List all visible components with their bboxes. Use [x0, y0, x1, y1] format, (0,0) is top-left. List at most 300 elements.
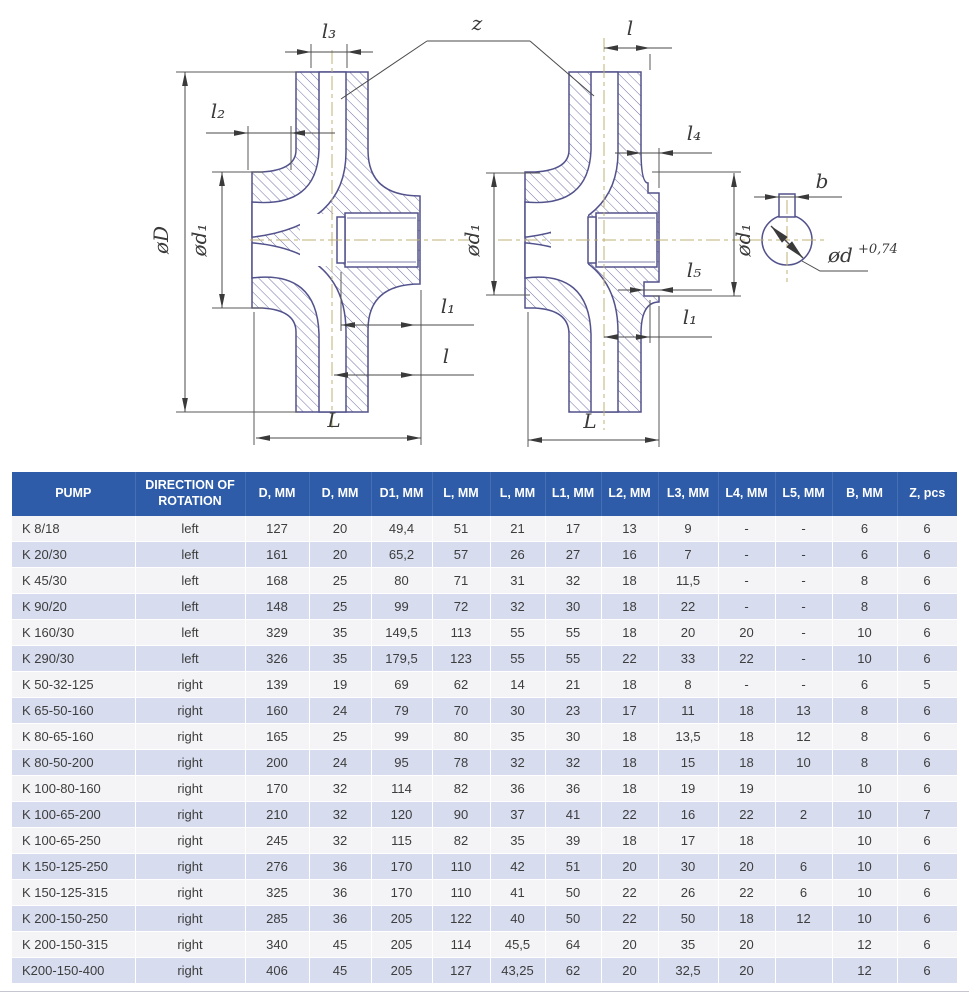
value-cell: 50: [658, 906, 718, 932]
table-row: [12, 854, 957, 880]
value-cell: 36: [309, 906, 371, 932]
value-cell: 170: [371, 880, 432, 906]
value-cell: 9: [658, 516, 718, 542]
value-cell: 32: [545, 568, 601, 594]
value-cell: 6: [897, 620, 957, 646]
value-cell: 20: [718, 932, 775, 958]
col-header-b: B, MM: [832, 472, 897, 516]
dim-label-L-left: L: [327, 408, 341, 432]
value-cell: 113: [432, 620, 490, 646]
value-cell: 51: [432, 516, 490, 542]
value-cell: 127: [432, 958, 490, 984]
left-impeller-section: [252, 72, 420, 412]
impeller-drawing-svg: [0, 0, 969, 468]
value-cell: 32: [309, 776, 371, 802]
value-cell: left: [135, 594, 245, 620]
value-cell: 40: [490, 906, 545, 932]
value-cell: 32: [490, 594, 545, 620]
value-cell: 18: [718, 750, 775, 776]
value-cell: 20: [601, 932, 658, 958]
value-cell: 18: [718, 906, 775, 932]
value-cell: 16: [601, 542, 658, 568]
value-cell: 22: [718, 646, 775, 672]
dim-label-l1-left: l₁: [440, 294, 456, 318]
value-cell: 78: [432, 750, 490, 776]
value-cell: 205: [371, 932, 432, 958]
value-cell: -: [775, 542, 832, 568]
value-cell: 30: [545, 724, 601, 750]
value-cell: 14: [490, 672, 545, 698]
value-cell: 6: [897, 516, 957, 542]
value-cell: 10: [832, 802, 897, 828]
dim-label-l-left: l: [442, 344, 450, 368]
value-cell: 26: [490, 542, 545, 568]
dim-label-l1-right: l₁: [682, 305, 698, 329]
value-cell: right: [135, 932, 245, 958]
table-row: [12, 880, 957, 906]
value-cell: 6: [897, 932, 957, 958]
dim-label-phiD: øD: [149, 225, 173, 255]
dim-label-l4: l₄: [686, 121, 702, 145]
table-row: [12, 620, 957, 646]
dim-label-l3: l₃: [321, 19, 337, 43]
value-cell: 36: [309, 854, 371, 880]
value-cell: 19: [658, 776, 718, 802]
value-cell: 245: [245, 828, 309, 854]
value-cell: 7: [897, 802, 957, 828]
value-cell: 39: [545, 828, 601, 854]
value-cell: 22: [658, 594, 718, 620]
value-cell: 32: [309, 802, 371, 828]
value-cell: 406: [245, 958, 309, 984]
value-cell: 36: [490, 776, 545, 802]
value-cell: 62: [545, 958, 601, 984]
value-cell: 18: [601, 724, 658, 750]
value-cell: 24: [309, 698, 371, 724]
value-cell: right: [135, 802, 245, 828]
value-cell: -: [718, 594, 775, 620]
table-body: [12, 516, 957, 984]
value-cell: 55: [545, 620, 601, 646]
pump-name-cell: K200-150-400: [12, 958, 135, 984]
value-cell: 205: [371, 958, 432, 984]
value-cell: 50: [545, 906, 601, 932]
value-cell: 6: [897, 750, 957, 776]
technical-drawing: [0, 0, 969, 468]
value-cell: 95: [371, 750, 432, 776]
value-cell: 57: [432, 542, 490, 568]
value-cell: 115: [371, 828, 432, 854]
value-cell: 8: [832, 698, 897, 724]
value-cell: -: [775, 620, 832, 646]
value-cell: 65,2: [371, 542, 432, 568]
value-cell: 18: [718, 698, 775, 724]
value-cell: 149,5: [371, 620, 432, 646]
dim-label-l2: l₂: [210, 99, 226, 123]
value-cell: 22: [601, 906, 658, 932]
value-cell: 51: [545, 854, 601, 880]
value-cell: right: [135, 906, 245, 932]
value-cell: 6: [832, 542, 897, 568]
value-cell: 179,5: [371, 646, 432, 672]
table-bottom-border: [0, 991, 969, 992]
value-cell: 99: [371, 594, 432, 620]
value-cell: 18: [601, 776, 658, 802]
dim-label-l-right: l: [626, 16, 634, 40]
value-cell: 285: [245, 906, 309, 932]
table-row: [12, 516, 957, 542]
value-cell: 55: [490, 646, 545, 672]
value-cell: 10: [832, 620, 897, 646]
pump-name-cell: K 80-65-160: [12, 724, 135, 750]
value-cell: 10: [832, 646, 897, 672]
value-cell: 33: [658, 646, 718, 672]
pump-name-cell: K 290/30: [12, 646, 135, 672]
value-cell: left: [135, 620, 245, 646]
value-cell: 35: [309, 646, 371, 672]
value-cell: 80: [432, 724, 490, 750]
value-cell: 20: [309, 516, 371, 542]
value-cell: 27: [545, 542, 601, 568]
value-cell: 13: [601, 516, 658, 542]
value-cell: 30: [490, 698, 545, 724]
value-cell: 6: [832, 516, 897, 542]
col-header-l2: L2, MM: [601, 472, 658, 516]
value-cell: 18: [718, 828, 775, 854]
value-cell: 30: [658, 854, 718, 880]
value-cell: 8: [832, 750, 897, 776]
value-cell: 210: [245, 802, 309, 828]
value-cell: right: [135, 828, 245, 854]
value-cell: 122: [432, 906, 490, 932]
pump-name-cell: K 160/30: [12, 620, 135, 646]
dim-label-phid1-rr: ød₁: [731, 223, 755, 257]
value-cell: 20: [309, 542, 371, 568]
value-cell: 22: [718, 880, 775, 906]
value-cell: 2: [775, 802, 832, 828]
value-cell: right: [135, 958, 245, 984]
value-cell: right: [135, 698, 245, 724]
value-cell: 6: [897, 646, 957, 672]
pump-name-cell: K 150-125-315: [12, 880, 135, 906]
value-cell: 22: [718, 802, 775, 828]
value-cell: left: [135, 568, 245, 594]
col-header-l-small: L, MM: [490, 472, 545, 516]
pump-name-cell: K 80-50-200: [12, 750, 135, 776]
value-cell: 25: [309, 568, 371, 594]
value-cell: 165: [245, 724, 309, 750]
table-row: [12, 568, 957, 594]
value-cell: 42: [490, 854, 545, 880]
value-cell: 200: [245, 750, 309, 776]
value-cell: -: [718, 542, 775, 568]
value-cell: 276: [245, 854, 309, 880]
value-cell: 23: [545, 698, 601, 724]
value-cell: 20: [601, 958, 658, 984]
table-row: [12, 906, 957, 932]
dim-label-L-right: L: [583, 409, 597, 433]
value-cell: 6: [897, 568, 957, 594]
value-cell: 22: [601, 802, 658, 828]
value-cell: 69: [371, 672, 432, 698]
pump-name-cell: K 20/30: [12, 542, 135, 568]
pump-name-cell: K 45/30: [12, 568, 135, 594]
table-row: [12, 724, 957, 750]
value-cell: 114: [371, 776, 432, 802]
table-row: [12, 750, 957, 776]
value-cell: -: [718, 672, 775, 698]
value-cell: 30: [545, 594, 601, 620]
value-cell: 45,5: [490, 932, 545, 958]
table-row: [12, 542, 957, 568]
value-cell: -: [718, 516, 775, 542]
value-cell: -: [775, 594, 832, 620]
value-cell: -: [775, 646, 832, 672]
pump-name-cell: K 8/18: [12, 516, 135, 542]
value-cell: 41: [545, 802, 601, 828]
value-cell: 123: [432, 646, 490, 672]
value-cell: 70: [432, 698, 490, 724]
value-cell: -: [775, 672, 832, 698]
value-cell: 12: [832, 932, 897, 958]
col-header-pump: PUMP: [12, 472, 135, 516]
value-cell: 72: [432, 594, 490, 620]
value-cell: 18: [601, 568, 658, 594]
value-cell: 329: [245, 620, 309, 646]
value-cell: 50: [545, 880, 601, 906]
value-cell: left: [135, 542, 245, 568]
value-cell: -: [718, 568, 775, 594]
value-cell: 8: [832, 594, 897, 620]
table-header: [12, 472, 957, 516]
pump-name-cell: K 100-80-160: [12, 776, 135, 802]
value-cell: 6: [897, 594, 957, 620]
table-row: [12, 802, 957, 828]
col-header-l1: L1, MM: [545, 472, 601, 516]
value-cell: 6: [775, 880, 832, 906]
value-cell: 110: [432, 854, 490, 880]
value-cell: 170: [245, 776, 309, 802]
table-row: [12, 646, 957, 672]
value-cell: 20: [601, 854, 658, 880]
value-cell: 10: [775, 750, 832, 776]
value-cell: 6: [897, 958, 957, 984]
value-cell: 31: [490, 568, 545, 594]
value-cell: left: [135, 646, 245, 672]
value-cell: 43,25: [490, 958, 545, 984]
value-cell: 18: [601, 828, 658, 854]
value-cell: 6: [897, 724, 957, 750]
value-cell: 17: [545, 516, 601, 542]
value-cell: 99: [371, 724, 432, 750]
value-cell: 160: [245, 698, 309, 724]
pump-dimensions-table: [12, 472, 958, 984]
value-cell: 32: [490, 750, 545, 776]
value-cell: 16: [658, 802, 718, 828]
value-cell: 18: [718, 724, 775, 750]
dim-label-phid1-left: ød₁: [187, 223, 211, 257]
value-cell: 20: [718, 854, 775, 880]
value-cell: 37: [490, 802, 545, 828]
value-cell: 10: [832, 776, 897, 802]
table-header-row: [12, 472, 957, 516]
value-cell: 326: [245, 646, 309, 672]
value-cell: 32: [309, 828, 371, 854]
value-cell: 12: [832, 958, 897, 984]
pump-name-cell: K 200-150-250: [12, 906, 135, 932]
value-cell: 110: [432, 880, 490, 906]
col-header-rotation: DIRECTION OF ROTATION: [135, 472, 245, 516]
value-cell: left: [135, 516, 245, 542]
value-cell: 18: [601, 672, 658, 698]
value-cell: 82: [432, 776, 490, 802]
col-header-L-big: L, MM: [432, 472, 490, 516]
value-cell: 139: [245, 672, 309, 698]
value-cell: 32,5: [658, 958, 718, 984]
col-header-d1: D1, MM: [371, 472, 432, 516]
value-cell: 340: [245, 932, 309, 958]
value-cell: 24: [309, 750, 371, 776]
pump-name-cell: K 100-65-200: [12, 802, 135, 828]
value-cell: 45: [309, 932, 371, 958]
value-cell: 35: [658, 932, 718, 958]
value-cell: 6: [832, 672, 897, 698]
value-cell: 6: [897, 880, 957, 906]
value-cell: 64: [545, 932, 601, 958]
value-cell: 10: [832, 906, 897, 932]
pump-name-cell: K 50-32-125: [12, 672, 135, 698]
table-row: [12, 594, 957, 620]
value-cell: 18: [601, 594, 658, 620]
value-cell: 10: [832, 828, 897, 854]
col-header-d-big: D, MM: [245, 472, 309, 516]
value-cell: 21: [490, 516, 545, 542]
value-cell: 55: [490, 620, 545, 646]
value-cell: 45: [309, 958, 371, 984]
value-cell: 36: [309, 880, 371, 906]
value-cell: 12: [775, 906, 832, 932]
value-cell: right: [135, 672, 245, 698]
value-cell: 170: [371, 854, 432, 880]
value-cell: 6: [897, 854, 957, 880]
value-cell: 5: [897, 672, 957, 698]
value-cell: 90: [432, 802, 490, 828]
value-cell: 49,4: [371, 516, 432, 542]
value-cell: 18: [601, 620, 658, 646]
value-cell: 20: [718, 620, 775, 646]
value-cell: 17: [658, 828, 718, 854]
value-cell: 6: [897, 542, 957, 568]
value-cell: 6: [897, 906, 957, 932]
value-cell: 120: [371, 802, 432, 828]
table-row: [12, 828, 957, 854]
dim-label-phid-tol: ød $^{+0,74}$: [828, 242, 898, 267]
value-cell: right: [135, 776, 245, 802]
value-cell: -: [775, 516, 832, 542]
pump-name-cell: K 90/20: [12, 594, 135, 620]
value-cell: 22: [601, 646, 658, 672]
value-cell: 36: [545, 776, 601, 802]
value-cell: 7: [658, 542, 718, 568]
value-cell: 11,5: [658, 568, 718, 594]
right-impeller-section: [525, 72, 659, 412]
value-cell: 79: [371, 698, 432, 724]
value-cell: 148: [245, 594, 309, 620]
value-cell: 6: [897, 828, 957, 854]
value-cell: 35: [490, 724, 545, 750]
value-cell: right: [135, 724, 245, 750]
value-cell: 161: [245, 542, 309, 568]
value-cell: 20: [658, 620, 718, 646]
value-cell: 18: [601, 750, 658, 776]
value-cell: 10: [832, 880, 897, 906]
table-row: [12, 672, 957, 698]
value-cell: [775, 958, 832, 984]
value-cell: 325: [245, 880, 309, 906]
value-cell: 25: [309, 594, 371, 620]
table-row: [12, 958, 957, 984]
dim-label-phid1-rl: ød₁: [460, 223, 484, 257]
value-cell: -: [775, 568, 832, 594]
value-cell: 13: [775, 698, 832, 724]
value-cell: 82: [432, 828, 490, 854]
value-cell: 168: [245, 568, 309, 594]
col-header-l5: L5, MM: [775, 472, 832, 516]
value-cell: 6: [775, 854, 832, 880]
value-cell: 6: [897, 776, 957, 802]
value-cell: 25: [309, 724, 371, 750]
table-row: [12, 698, 957, 724]
value-cell: 26: [658, 880, 718, 906]
value-cell: 22: [601, 880, 658, 906]
table-row: [12, 776, 957, 802]
value-cell: 15: [658, 750, 718, 776]
value-cell: 114: [432, 932, 490, 958]
value-cell: right: [135, 750, 245, 776]
value-cell: right: [135, 880, 245, 906]
table-row: [12, 932, 957, 958]
dim-label-l5: l₅: [686, 258, 702, 282]
col-header-d-shaft: D, MM: [309, 472, 371, 516]
value-cell: 6: [897, 698, 957, 724]
value-cell: 13,5: [658, 724, 718, 750]
pump-name-cell: K 150-125-250: [12, 854, 135, 880]
col-header-z: Z, pcs: [897, 472, 957, 516]
value-cell: 19: [309, 672, 371, 698]
col-header-l4: L4, MM: [718, 472, 775, 516]
value-cell: [775, 932, 832, 958]
value-cell: 17: [601, 698, 658, 724]
value-cell: right: [135, 854, 245, 880]
pump-name-cell: K 65-50-160: [12, 698, 135, 724]
dim-label-b: b: [815, 169, 829, 193]
value-cell: 19: [718, 776, 775, 802]
value-cell: 127: [245, 516, 309, 542]
value-cell: 205: [371, 906, 432, 932]
value-cell: 32: [545, 750, 601, 776]
value-cell: 62: [432, 672, 490, 698]
value-cell: 10: [832, 854, 897, 880]
value-cell: 41: [490, 880, 545, 906]
col-header-l3: L3, MM: [658, 472, 718, 516]
dim-label-z: z: [471, 11, 483, 35]
value-cell: 35: [490, 828, 545, 854]
value-cell: 21: [545, 672, 601, 698]
value-cell: 20: [718, 958, 775, 984]
value-cell: 12: [775, 724, 832, 750]
value-cell: 71: [432, 568, 490, 594]
value-cell: 80: [371, 568, 432, 594]
